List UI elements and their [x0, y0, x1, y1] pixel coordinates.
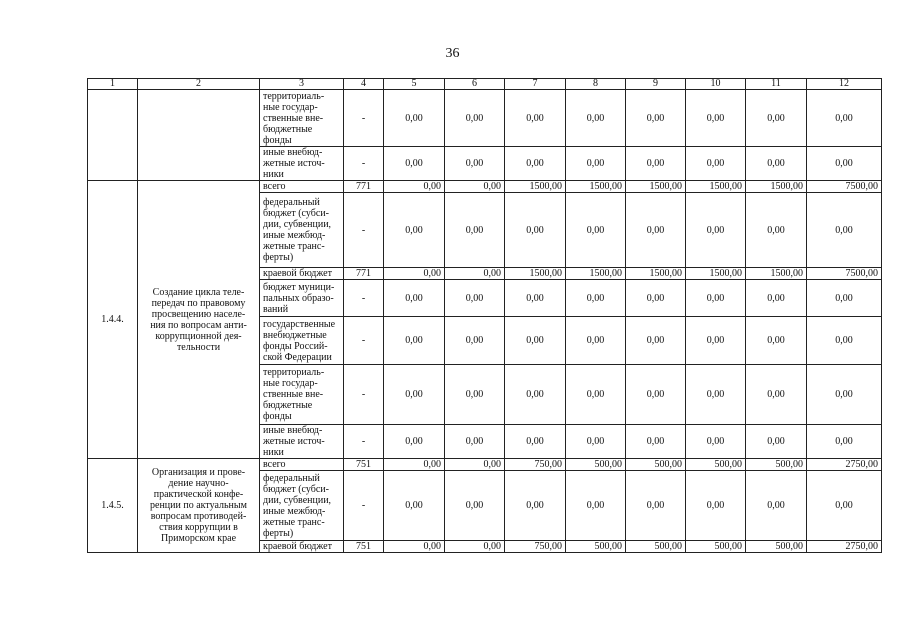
source-label-line: жетные транс-: [263, 516, 325, 528]
source-label-line: иные межбюд-: [263, 230, 326, 241]
source-label: краевой бюджет: [260, 268, 344, 280]
value-cell: 0,00: [686, 147, 746, 181]
source-label-line: ники: [263, 447, 284, 458]
value-cell: 0,00: [445, 268, 505, 280]
value-cell: 1500,00: [686, 268, 746, 280]
column-header-3: 3: [260, 79, 344, 90]
value-cell: 0,00: [686, 193, 746, 268]
source-label-line: внебюджетные: [263, 329, 327, 341]
code-cell-empty: [88, 90, 138, 181]
value-cell: 0,00: [746, 147, 807, 181]
col4-dash: -: [344, 147, 384, 181]
source-label-line: иные внебюд-: [263, 425, 323, 436]
item-name-line: практической конфе-: [153, 489, 244, 500]
value-cell: 0,00: [807, 425, 882, 459]
source-label-line: иные межбюд-: [263, 505, 326, 517]
source-label-line: иные внебюд-: [263, 147, 323, 158]
value-cell: 0,00: [746, 365, 807, 425]
value-cell: 0,00: [445, 541, 505, 553]
value-cell: 0,00: [505, 471, 566, 541]
source-label: [260, 147, 344, 181]
value-cell: 0,00: [807, 317, 882, 365]
source-label: [260, 471, 344, 541]
item-name-line: тельности: [176, 341, 221, 353]
value-cell: 0,00: [686, 90, 746, 147]
value-cell: 0,00: [746, 280, 807, 317]
value-cell: 1500,00: [566, 181, 626, 193]
column-header-1: 1: [88, 79, 138, 90]
table-body: [88, 90, 882, 553]
value-cell: 0,00: [445, 459, 505, 471]
column-header-10: 10: [686, 79, 746, 90]
value-cell: 0,00: [807, 280, 882, 317]
value-cell: 0,00: [746, 193, 807, 268]
value-cell: 0,00: [384, 193, 445, 268]
item-name-line: ренции по актуальным: [150, 500, 247, 511]
value-cell: 0,00: [626, 280, 686, 317]
value-cell: 2750,00: [807, 459, 882, 471]
value-cell: 1500,00: [746, 181, 807, 193]
source-label: [260, 365, 344, 425]
value-cell: 7500,00: [807, 181, 882, 193]
item-name-line: коррупционной дея-: [155, 330, 242, 342]
source-label-line: федеральный: [263, 472, 320, 484]
value-cell: 0,00: [626, 425, 686, 459]
value-cell: 500,00: [626, 459, 686, 471]
value-cell: 0,00: [445, 365, 505, 425]
source-label-line: территориаль-: [263, 367, 325, 378]
value-cell: 0,00: [566, 317, 626, 365]
value-cell: 0,00: [505, 425, 566, 459]
column-header-12: 12: [807, 79, 882, 90]
source-label: [260, 280, 344, 317]
source-label-line: дии, субвенции,: [263, 219, 332, 230]
source-label-line: бюджет (субси-: [263, 483, 329, 495]
table-row: [88, 181, 882, 193]
item-name-line: Создание цикла теле-: [152, 286, 245, 298]
value-cell: 500,00: [566, 459, 626, 471]
value-cell: 0,00: [686, 425, 746, 459]
source-label: [260, 317, 344, 365]
source-label-line: жетные транс-: [263, 241, 325, 252]
col4-dash: -: [344, 365, 384, 425]
value-cell: 0,00: [686, 365, 746, 425]
value-cell: 0,00: [445, 280, 505, 317]
item-name: [138, 459, 260, 553]
value-cell: 0,00: [626, 193, 686, 268]
value-cell: 0,00: [807, 365, 882, 425]
source-label-line: ской Федерации: [263, 351, 332, 363]
value-cell: 0,00: [807, 147, 882, 181]
source-label-line: ники: [263, 169, 284, 180]
value-cell: 0,00: [384, 181, 445, 193]
item-name-line: передач по правовому: [151, 297, 246, 309]
name-cell-empty: [138, 90, 260, 181]
value-cell: 0,00: [686, 471, 746, 541]
value-cell: 0,00: [626, 147, 686, 181]
value-cell: 0,00: [566, 471, 626, 541]
item-code: 1.4.5.: [88, 459, 138, 553]
value-cell: 0,00: [445, 147, 505, 181]
item-name-line: Организация и прове-: [151, 467, 246, 478]
source-label-line: ферты): [263, 252, 294, 263]
value-cell: 0,00: [445, 425, 505, 459]
source-label-line: фонды: [263, 411, 292, 422]
value-cell: 750,00: [505, 541, 566, 553]
value-cell: 1500,00: [626, 268, 686, 280]
item-name-line: дение научно-: [168, 478, 229, 489]
source-label-line: фонды: [263, 134, 292, 146]
value-cell: 0,00: [807, 193, 882, 268]
value-cell: 0,00: [505, 365, 566, 425]
col4-dash: -: [344, 425, 384, 459]
value-cell: 0,00: [746, 317, 807, 365]
value-cell: 1500,00: [686, 181, 746, 193]
source-label: [260, 90, 344, 147]
value-cell: 500,00: [626, 541, 686, 553]
value-cell: 0,00: [566, 280, 626, 317]
column-header-11: 11: [746, 79, 807, 90]
value-cell: 0,00: [626, 90, 686, 147]
value-cell: 0,00: [746, 425, 807, 459]
source-label-line: ственные вне-: [263, 112, 324, 124]
value-cell: 0,00: [384, 90, 445, 147]
value-cell: 0,00: [505, 193, 566, 268]
col4-dash: -: [344, 280, 384, 317]
value-cell: 500,00: [746, 541, 807, 553]
source-label-line: ферты): [263, 527, 294, 539]
column-header-6: 6: [445, 79, 505, 90]
source-label-line: дии, субвенции,: [263, 494, 332, 506]
source-label-line: пальных образо-: [263, 292, 334, 304]
value-cell: 0,00: [686, 280, 746, 317]
col4-dash: -: [344, 90, 384, 147]
source-label-line: жетные источ-: [263, 436, 325, 447]
value-cell: 2750,00: [807, 541, 882, 553]
value-cell: 0,00: [384, 471, 445, 541]
item-code: 1.4.4.: [88, 181, 138, 459]
column-header-7: 7: [505, 79, 566, 90]
value-cell: 0,00: [445, 193, 505, 268]
value-cell: 0,00: [746, 90, 807, 147]
value-cell: 0,00: [686, 317, 746, 365]
value-cell: 0,00: [445, 471, 505, 541]
source-label: [260, 425, 344, 459]
item-name-line: вопросам противодей-: [150, 511, 247, 522]
source-label: всего: [260, 459, 344, 471]
table-row: [88, 90, 882, 147]
source-label-line: бюджетные: [263, 123, 313, 135]
source-label-line: ваний: [263, 303, 289, 315]
value-cell: 0,00: [566, 147, 626, 181]
value-cell: 0,00: [746, 471, 807, 541]
value-cell: 0,00: [505, 147, 566, 181]
value-cell: 0,00: [505, 280, 566, 317]
value-cell: 0,00: [505, 90, 566, 147]
column-header-9: 9: [626, 79, 686, 90]
source-label-line: государственные: [263, 318, 336, 330]
item-name-line: ния по вопросам анти-: [150, 319, 247, 331]
value-cell: 1500,00: [505, 268, 566, 280]
value-cell: 1500,00: [505, 181, 566, 193]
column-header-8: 8: [566, 79, 626, 90]
value-cell: 500,00: [686, 459, 746, 471]
value-cell: 500,00: [686, 541, 746, 553]
value-cell: 500,00: [566, 541, 626, 553]
value-cell: 0,00: [384, 147, 445, 181]
col4-code: 751: [344, 541, 384, 553]
value-cell: 7500,00: [807, 268, 882, 280]
header-row: [88, 79, 882, 90]
value-cell: 0,00: [384, 425, 445, 459]
value-cell: 1500,00: [626, 181, 686, 193]
value-cell: 0,00: [384, 459, 445, 471]
value-cell: 0,00: [566, 365, 626, 425]
source-label-line: жетные источ-: [263, 158, 325, 169]
value-cell: 0,00: [566, 90, 626, 147]
value-cell: 0,00: [384, 280, 445, 317]
source-label: краевой бюджет: [260, 541, 344, 553]
source-label-line: территориаль-: [263, 90, 325, 102]
col4-dash: -: [344, 317, 384, 365]
value-cell: 1500,00: [566, 268, 626, 280]
source-label-line: ные государ-: [263, 101, 318, 113]
value-cell: 0,00: [566, 425, 626, 459]
value-cell: 0,00: [384, 541, 445, 553]
value-cell: 0,00: [384, 268, 445, 280]
value-cell: 1500,00: [746, 268, 807, 280]
col4-dash: -: [344, 471, 384, 541]
source-label: всего: [260, 181, 344, 193]
col4-code: 771: [344, 268, 384, 280]
value-cell: 0,00: [807, 471, 882, 541]
source-label-line: бюджет муници-: [263, 281, 335, 293]
value-cell: 0,00: [384, 317, 445, 365]
source-label-line: ные государ-: [263, 378, 318, 389]
source-label-line: федеральный: [263, 197, 320, 208]
item-name-line: Приморском крае: [160, 533, 237, 544]
column-header-4: 4: [344, 79, 384, 90]
column-header-2: 2: [138, 79, 260, 90]
col4-code: 771: [344, 181, 384, 193]
source-label-line: ственные вне-: [263, 389, 324, 400]
item-name-line: просвещению населе-: [151, 308, 246, 320]
source-label-line: фонды Россий-: [263, 340, 328, 352]
source-label-line: бюджетные: [263, 400, 313, 411]
item-name-line: ствия коррупции в: [159, 522, 238, 533]
page-number: 36: [445, 46, 460, 61]
value-cell: 0,00: [626, 317, 686, 365]
column-header-5: 5: [384, 79, 445, 90]
value-cell: 0,00: [445, 317, 505, 365]
value-cell: 0,00: [626, 471, 686, 541]
value-cell: 0,00: [445, 181, 505, 193]
value-cell: 0,00: [626, 365, 686, 425]
table-row: [88, 459, 882, 471]
value-cell: 0,00: [807, 90, 882, 147]
value-cell: 0,00: [445, 90, 505, 147]
value-cell: 500,00: [746, 459, 807, 471]
col4-dash: -: [344, 193, 384, 268]
item-name: [138, 181, 260, 459]
source-label: [260, 193, 344, 268]
value-cell: 0,00: [505, 317, 566, 365]
source-label-line: бюджет (субси-: [263, 208, 329, 219]
budget-table: [87, 78, 882, 553]
col4-code: 751: [344, 459, 384, 471]
value-cell: 0,00: [566, 193, 626, 268]
value-cell: 0,00: [384, 365, 445, 425]
value-cell: 750,00: [505, 459, 566, 471]
